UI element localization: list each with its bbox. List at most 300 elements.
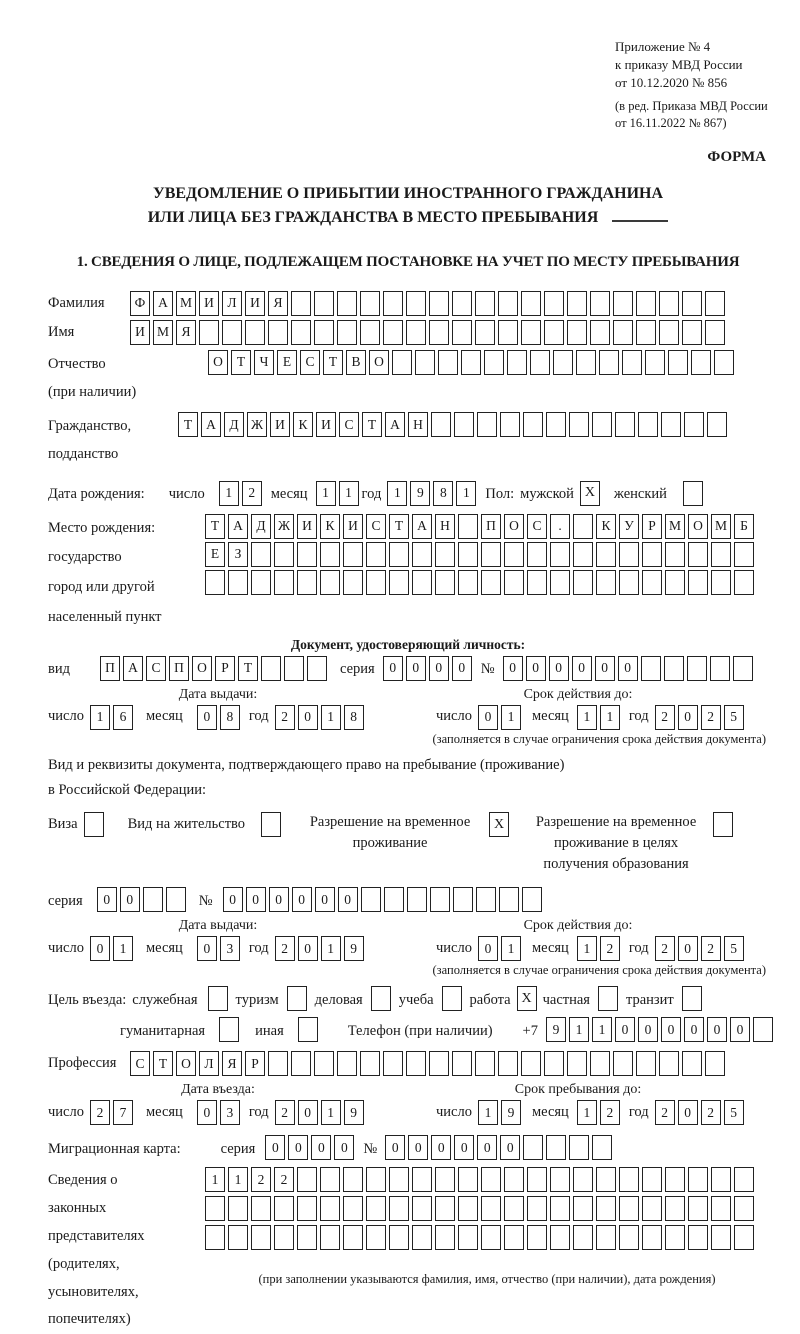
char-cell[interactable] (360, 291, 380, 316)
char-cell[interactable] (251, 1225, 271, 1250)
char-cell[interactable]: Д (224, 412, 244, 437)
char-cell[interactable]: К (596, 514, 616, 539)
char-cell[interactable] (453, 887, 473, 912)
purpose-humanitarian-checkbox[interactable] (219, 1017, 239, 1042)
char-cell[interactable] (642, 1167, 662, 1192)
char-cell[interactable] (297, 1167, 317, 1192)
char-cell[interactable] (753, 1017, 773, 1042)
char-cell[interactable] (435, 1225, 455, 1250)
char-cell[interactable]: 0 (406, 656, 426, 681)
char-cell[interactable]: 0 (298, 705, 318, 730)
char-cell[interactable] (664, 656, 684, 681)
char-cell[interactable] (641, 656, 661, 681)
char-cell[interactable] (412, 542, 432, 567)
char-cell[interactable]: А (228, 514, 248, 539)
char-cell[interactable]: С (130, 1051, 150, 1076)
char-cell[interactable] (619, 570, 639, 595)
char-cell[interactable]: М (665, 514, 685, 539)
char-cell[interactable] (527, 1196, 547, 1221)
char-cell[interactable] (360, 320, 380, 345)
char-cell[interactable]: 0 (383, 656, 403, 681)
char-cell[interactable]: 0 (197, 1100, 217, 1125)
char-cell[interactable] (481, 570, 501, 595)
char-cell[interactable]: 0 (500, 1135, 520, 1160)
char-cell[interactable]: О (192, 656, 212, 681)
char-cell[interactable] (481, 542, 501, 567)
char-cell[interactable] (366, 1196, 386, 1221)
char-cell[interactable]: 0 (288, 1135, 308, 1160)
char-cell[interactable]: 0 (298, 1100, 318, 1125)
char-cell[interactable]: О (369, 350, 389, 375)
char-cell[interactable]: А (385, 412, 405, 437)
char-cell[interactable] (691, 350, 711, 375)
char-cell[interactable] (619, 1196, 639, 1221)
char-cell[interactable] (343, 570, 363, 595)
char-cell[interactable] (406, 1051, 426, 1076)
char-cell[interactable]: И (245, 291, 265, 316)
char-cell[interactable] (622, 350, 642, 375)
char-cell[interactable] (546, 1135, 566, 1160)
char-cell[interactable] (389, 1167, 409, 1192)
char-cell[interactable] (314, 320, 334, 345)
char-cell[interactable]: Я (222, 1051, 242, 1076)
purpose-transit-checkbox[interactable] (682, 986, 702, 1011)
char-cell[interactable]: 9 (546, 1017, 566, 1042)
char-cell[interactable] (734, 1196, 754, 1221)
char-cell[interactable]: Т (362, 412, 382, 437)
char-cell[interactable] (291, 291, 311, 316)
char-cell[interactable] (521, 320, 541, 345)
char-cell[interactable]: И (297, 514, 317, 539)
char-cell[interactable] (590, 1051, 610, 1076)
char-cell[interactable]: 1 (321, 705, 341, 730)
char-cell[interactable]: О (688, 514, 708, 539)
char-cell[interactable] (688, 1225, 708, 1250)
char-cell[interactable] (705, 1051, 725, 1076)
char-cell[interactable] (320, 542, 340, 567)
char-cell[interactable] (550, 570, 570, 595)
char-cell[interactable]: Т (205, 514, 225, 539)
char-cell[interactable] (343, 1167, 363, 1192)
char-cell[interactable] (734, 570, 754, 595)
char-cell[interactable]: Ч (254, 350, 274, 375)
char-cell[interactable] (527, 1225, 547, 1250)
char-cell[interactable]: 0 (707, 1017, 727, 1042)
char-cell[interactable]: У (619, 514, 639, 539)
char-cell[interactable]: 8 (344, 705, 364, 730)
char-cell[interactable]: 0 (265, 1135, 285, 1160)
char-cell[interactable] (274, 542, 294, 567)
char-cell[interactable] (320, 1167, 340, 1192)
char-cell[interactable]: А (153, 291, 173, 316)
char-cell[interactable] (452, 1051, 472, 1076)
char-cell[interactable]: 1 (219, 481, 239, 506)
char-cell[interactable] (337, 291, 357, 316)
char-cell[interactable] (291, 1051, 311, 1076)
char-cell[interactable]: 0 (684, 1017, 704, 1042)
char-cell[interactable] (251, 570, 271, 595)
char-cell[interactable]: 0 (223, 887, 243, 912)
char-cell[interactable] (573, 1196, 593, 1221)
char-cell[interactable]: 1 (600, 705, 620, 730)
char-cell[interactable] (504, 570, 524, 595)
char-cell[interactable]: С (146, 656, 166, 681)
char-cell[interactable] (504, 1225, 524, 1250)
char-cell[interactable]: 1 (321, 936, 341, 961)
char-cell[interactable] (668, 350, 688, 375)
char-cell[interactable]: . (550, 514, 570, 539)
char-cell[interactable]: 1 (501, 705, 521, 730)
char-cell[interactable]: Т (178, 412, 198, 437)
char-cell[interactable]: 0 (90, 936, 110, 961)
char-cell[interactable]: Т (323, 350, 343, 375)
char-cell[interactable] (596, 1225, 616, 1250)
char-cell[interactable]: О (208, 350, 228, 375)
char-cell[interactable]: 1 (228, 1167, 248, 1192)
char-cell[interactable] (297, 570, 317, 595)
char-cell[interactable]: 2 (600, 1100, 620, 1125)
char-cell[interactable] (665, 1225, 685, 1250)
char-cell[interactable] (636, 291, 656, 316)
char-cell[interactable] (431, 412, 451, 437)
char-cell[interactable]: 2 (655, 705, 675, 730)
char-cell[interactable] (337, 1051, 357, 1076)
char-cell[interactable] (710, 656, 730, 681)
char-cell[interactable]: 0 (618, 656, 638, 681)
char-cell[interactable] (438, 350, 458, 375)
char-cell[interactable] (429, 320, 449, 345)
char-cell[interactable] (688, 1196, 708, 1221)
char-cell[interactable]: 0 (478, 936, 498, 961)
char-cell[interactable]: А (412, 514, 432, 539)
char-cell[interactable] (642, 1225, 662, 1250)
char-cell[interactable]: 2 (701, 1100, 721, 1125)
char-cell[interactable] (383, 291, 403, 316)
char-cell[interactable] (360, 1051, 380, 1076)
char-cell[interactable]: А (201, 412, 221, 437)
char-cell[interactable]: И (316, 412, 336, 437)
char-cell[interactable] (567, 291, 587, 316)
char-cell[interactable] (599, 350, 619, 375)
char-cell[interactable] (284, 656, 304, 681)
char-cell[interactable] (553, 350, 573, 375)
char-cell[interactable] (615, 412, 635, 437)
char-cell[interactable] (314, 291, 334, 316)
char-cell[interactable]: 1 (90, 705, 110, 730)
char-cell[interactable] (596, 570, 616, 595)
char-cell[interactable] (199, 320, 219, 345)
char-cell[interactable] (143, 887, 163, 912)
char-cell[interactable]: Я (176, 320, 196, 345)
char-cell[interactable] (642, 570, 662, 595)
char-cell[interactable] (590, 291, 610, 316)
char-cell[interactable]: 2 (275, 705, 295, 730)
char-cell[interactable] (734, 1225, 754, 1250)
purpose-study-checkbox[interactable] (442, 986, 462, 1011)
char-cell[interactable] (504, 542, 524, 567)
char-cell[interactable]: 0 (311, 1135, 331, 1160)
char-cell[interactable]: О (504, 514, 524, 539)
char-cell[interactable] (268, 1051, 288, 1076)
char-cell[interactable] (645, 350, 665, 375)
char-cell[interactable]: П (169, 656, 189, 681)
char-cell[interactable]: Т (389, 514, 409, 539)
char-cell[interactable] (734, 1167, 754, 1192)
char-cell[interactable]: С (527, 514, 547, 539)
char-cell[interactable]: 9 (501, 1100, 521, 1125)
char-cell[interactable] (567, 1051, 587, 1076)
char-cell[interactable] (205, 1225, 225, 1250)
char-cell[interactable] (412, 1167, 432, 1192)
char-cell[interactable]: 2 (90, 1100, 110, 1125)
char-cell[interactable] (522, 887, 542, 912)
char-cell[interactable] (504, 1167, 524, 1192)
char-cell[interactable] (546, 412, 566, 437)
purpose-official-checkbox[interactable] (208, 986, 228, 1011)
char-cell[interactable]: 0 (246, 887, 266, 912)
char-cell[interactable]: 2 (251, 1167, 271, 1192)
sex-male-checkbox[interactable]: X (580, 481, 600, 506)
char-cell[interactable]: 1 (387, 481, 407, 506)
char-cell[interactable]: А (123, 656, 143, 681)
char-cell[interactable] (343, 542, 363, 567)
char-cell[interactable] (550, 542, 570, 567)
char-cell[interactable]: Л (199, 1051, 219, 1076)
char-cell[interactable]: Р (245, 1051, 265, 1076)
char-cell[interactable]: 2 (701, 705, 721, 730)
char-cell[interactable] (576, 350, 596, 375)
char-cell[interactable]: Я (268, 291, 288, 316)
char-cell[interactable] (714, 350, 734, 375)
purpose-private-checkbox[interactable] (598, 986, 618, 1011)
char-cell[interactable]: З (228, 542, 248, 567)
char-cell[interactable] (412, 1196, 432, 1221)
char-cell[interactable]: 0 (292, 887, 312, 912)
char-cell[interactable]: 2 (274, 1167, 294, 1192)
char-cell[interactable]: М (176, 291, 196, 316)
char-cell[interactable]: Ф (130, 291, 150, 316)
char-cell[interactable] (711, 1167, 731, 1192)
char-cell[interactable] (636, 1051, 656, 1076)
char-cell[interactable]: П (100, 656, 120, 681)
char-cell[interactable] (619, 1167, 639, 1192)
char-cell[interactable]: 8 (220, 705, 240, 730)
char-cell[interactable] (389, 542, 409, 567)
char-cell[interactable] (636, 320, 656, 345)
char-cell[interactable] (661, 412, 681, 437)
char-cell[interactable] (429, 291, 449, 316)
char-cell[interactable]: Р (642, 514, 662, 539)
char-cell[interactable]: С (339, 412, 359, 437)
char-cell[interactable] (521, 1051, 541, 1076)
char-cell[interactable] (523, 412, 543, 437)
char-cell[interactable] (682, 291, 702, 316)
char-cell[interactable] (688, 1167, 708, 1192)
char-cell[interactable] (544, 320, 564, 345)
char-cell[interactable] (705, 291, 725, 316)
char-cell[interactable]: 2 (275, 1100, 295, 1125)
char-cell[interactable]: 0 (452, 656, 472, 681)
char-cell[interactable] (205, 1196, 225, 1221)
char-cell[interactable] (521, 291, 541, 316)
char-cell[interactable] (596, 1167, 616, 1192)
char-cell[interactable]: 0 (595, 656, 615, 681)
char-cell[interactable]: П (481, 514, 501, 539)
char-cell[interactable] (245, 320, 265, 345)
char-cell[interactable]: 9 (410, 481, 430, 506)
char-cell[interactable] (320, 1196, 340, 1221)
char-cell[interactable] (297, 1196, 317, 1221)
temp-residence-checkbox[interactable]: X (489, 812, 509, 837)
char-cell[interactable]: 0 (678, 936, 698, 961)
char-cell[interactable]: 1 (316, 481, 336, 506)
char-cell[interactable]: 5 (724, 936, 744, 961)
char-cell[interactable] (458, 1225, 478, 1250)
char-cell[interactable] (642, 542, 662, 567)
char-cell[interactable]: И (130, 320, 150, 345)
char-cell[interactable] (274, 570, 294, 595)
char-cell[interactable]: М (153, 320, 173, 345)
char-cell[interactable]: 0 (334, 1135, 354, 1160)
char-cell[interactable] (573, 570, 593, 595)
char-cell[interactable]: 1 (456, 481, 476, 506)
char-cell[interactable] (507, 350, 527, 375)
char-cell[interactable]: 8 (433, 481, 453, 506)
char-cell[interactable]: 0 (338, 887, 358, 912)
char-cell[interactable] (343, 1225, 363, 1250)
char-cell[interactable] (476, 887, 496, 912)
char-cell[interactable]: 2 (701, 936, 721, 961)
char-cell[interactable]: Т (153, 1051, 173, 1076)
char-cell[interactable] (504, 1196, 524, 1221)
char-cell[interactable] (337, 320, 357, 345)
char-cell[interactable] (550, 1196, 570, 1221)
char-cell[interactable]: 1 (205, 1167, 225, 1192)
char-cell[interactable] (361, 887, 381, 912)
char-cell[interactable] (389, 1225, 409, 1250)
char-cell[interactable] (682, 1051, 702, 1076)
char-cell[interactable] (274, 1225, 294, 1250)
char-cell[interactable] (707, 412, 727, 437)
char-cell[interactable]: 2 (600, 936, 620, 961)
char-cell[interactable] (592, 412, 612, 437)
char-cell[interactable] (619, 542, 639, 567)
char-cell[interactable] (573, 542, 593, 567)
char-cell[interactable] (458, 542, 478, 567)
char-cell[interactable]: 1 (577, 705, 597, 730)
char-cell[interactable]: С (366, 514, 386, 539)
char-cell[interactable] (613, 291, 633, 316)
char-cell[interactable]: Н (408, 412, 428, 437)
char-cell[interactable]: 0 (197, 936, 217, 961)
char-cell[interactable] (484, 350, 504, 375)
char-cell[interactable] (435, 1196, 455, 1221)
char-cell[interactable]: 0 (678, 1100, 698, 1125)
char-cell[interactable]: 1 (592, 1017, 612, 1042)
char-cell[interactable]: 0 (678, 705, 698, 730)
char-cell[interactable]: 2 (655, 936, 675, 961)
char-cell[interactable] (412, 1225, 432, 1250)
char-cell[interactable] (430, 887, 450, 912)
char-cell[interactable] (711, 1196, 731, 1221)
char-cell[interactable] (659, 291, 679, 316)
char-cell[interactable] (550, 1225, 570, 1250)
char-cell[interactable]: 0 (549, 656, 569, 681)
char-cell[interactable]: 1 (321, 1100, 341, 1125)
char-cell[interactable] (665, 1167, 685, 1192)
char-cell[interactable]: 0 (454, 1135, 474, 1160)
char-cell[interactable]: 1 (113, 936, 133, 961)
char-cell[interactable] (205, 570, 225, 595)
char-cell[interactable] (261, 656, 281, 681)
char-cell[interactable] (567, 320, 587, 345)
char-cell[interactable] (569, 412, 589, 437)
char-cell[interactable]: 1 (339, 481, 359, 506)
purpose-work-checkbox[interactable]: X (517, 986, 537, 1011)
char-cell[interactable] (477, 412, 497, 437)
char-cell[interactable] (383, 1051, 403, 1076)
char-cell[interactable] (458, 1196, 478, 1221)
char-cell[interactable] (705, 320, 725, 345)
char-cell[interactable]: Т (238, 656, 258, 681)
char-cell[interactable]: О (176, 1051, 196, 1076)
char-cell[interactable]: 3 (220, 1100, 240, 1125)
char-cell[interactable]: 1 (501, 936, 521, 961)
char-cell[interactable] (499, 887, 519, 912)
char-cell[interactable] (383, 320, 403, 345)
char-cell[interactable]: И (343, 514, 363, 539)
char-cell[interactable]: 3 (220, 936, 240, 961)
char-cell[interactable] (458, 570, 478, 595)
char-cell[interactable] (314, 1051, 334, 1076)
char-cell[interactable]: К (293, 412, 313, 437)
char-cell[interactable] (659, 320, 679, 345)
char-cell[interactable] (711, 1225, 731, 1250)
char-cell[interactable]: 5 (724, 1100, 744, 1125)
char-cell[interactable] (412, 570, 432, 595)
char-cell[interactable] (684, 412, 704, 437)
char-cell[interactable] (573, 1167, 593, 1192)
residence-permit-checkbox[interactable] (261, 812, 281, 837)
char-cell[interactable] (392, 350, 412, 375)
char-cell[interactable] (619, 1225, 639, 1250)
char-cell[interactable] (415, 350, 435, 375)
char-cell[interactable] (613, 1051, 633, 1076)
char-cell[interactable]: 0 (638, 1017, 658, 1042)
char-cell[interactable] (481, 1225, 501, 1250)
char-cell[interactable] (573, 1225, 593, 1250)
char-cell[interactable]: 2 (275, 936, 295, 961)
char-cell[interactable]: 0 (269, 887, 289, 912)
char-cell[interactable]: 5 (724, 705, 744, 730)
char-cell[interactable] (659, 1051, 679, 1076)
char-cell[interactable]: 0 (408, 1135, 428, 1160)
char-cell[interactable] (320, 570, 340, 595)
char-cell[interactable] (642, 1196, 662, 1221)
purpose-other-checkbox[interactable] (298, 1017, 318, 1042)
char-cell[interactable]: 0 (503, 656, 523, 681)
char-cell[interactable]: 1 (577, 1100, 597, 1125)
char-cell[interactable] (596, 542, 616, 567)
char-cell[interactable]: Ж (247, 412, 267, 437)
char-cell[interactable]: Р (215, 656, 235, 681)
char-cell[interactable] (320, 1225, 340, 1250)
purpose-tourism-checkbox[interactable] (287, 986, 307, 1011)
char-cell[interactable]: 9 (344, 1100, 364, 1125)
char-cell[interactable]: И (270, 412, 290, 437)
char-cell[interactable] (268, 320, 288, 345)
char-cell[interactable] (638, 412, 658, 437)
